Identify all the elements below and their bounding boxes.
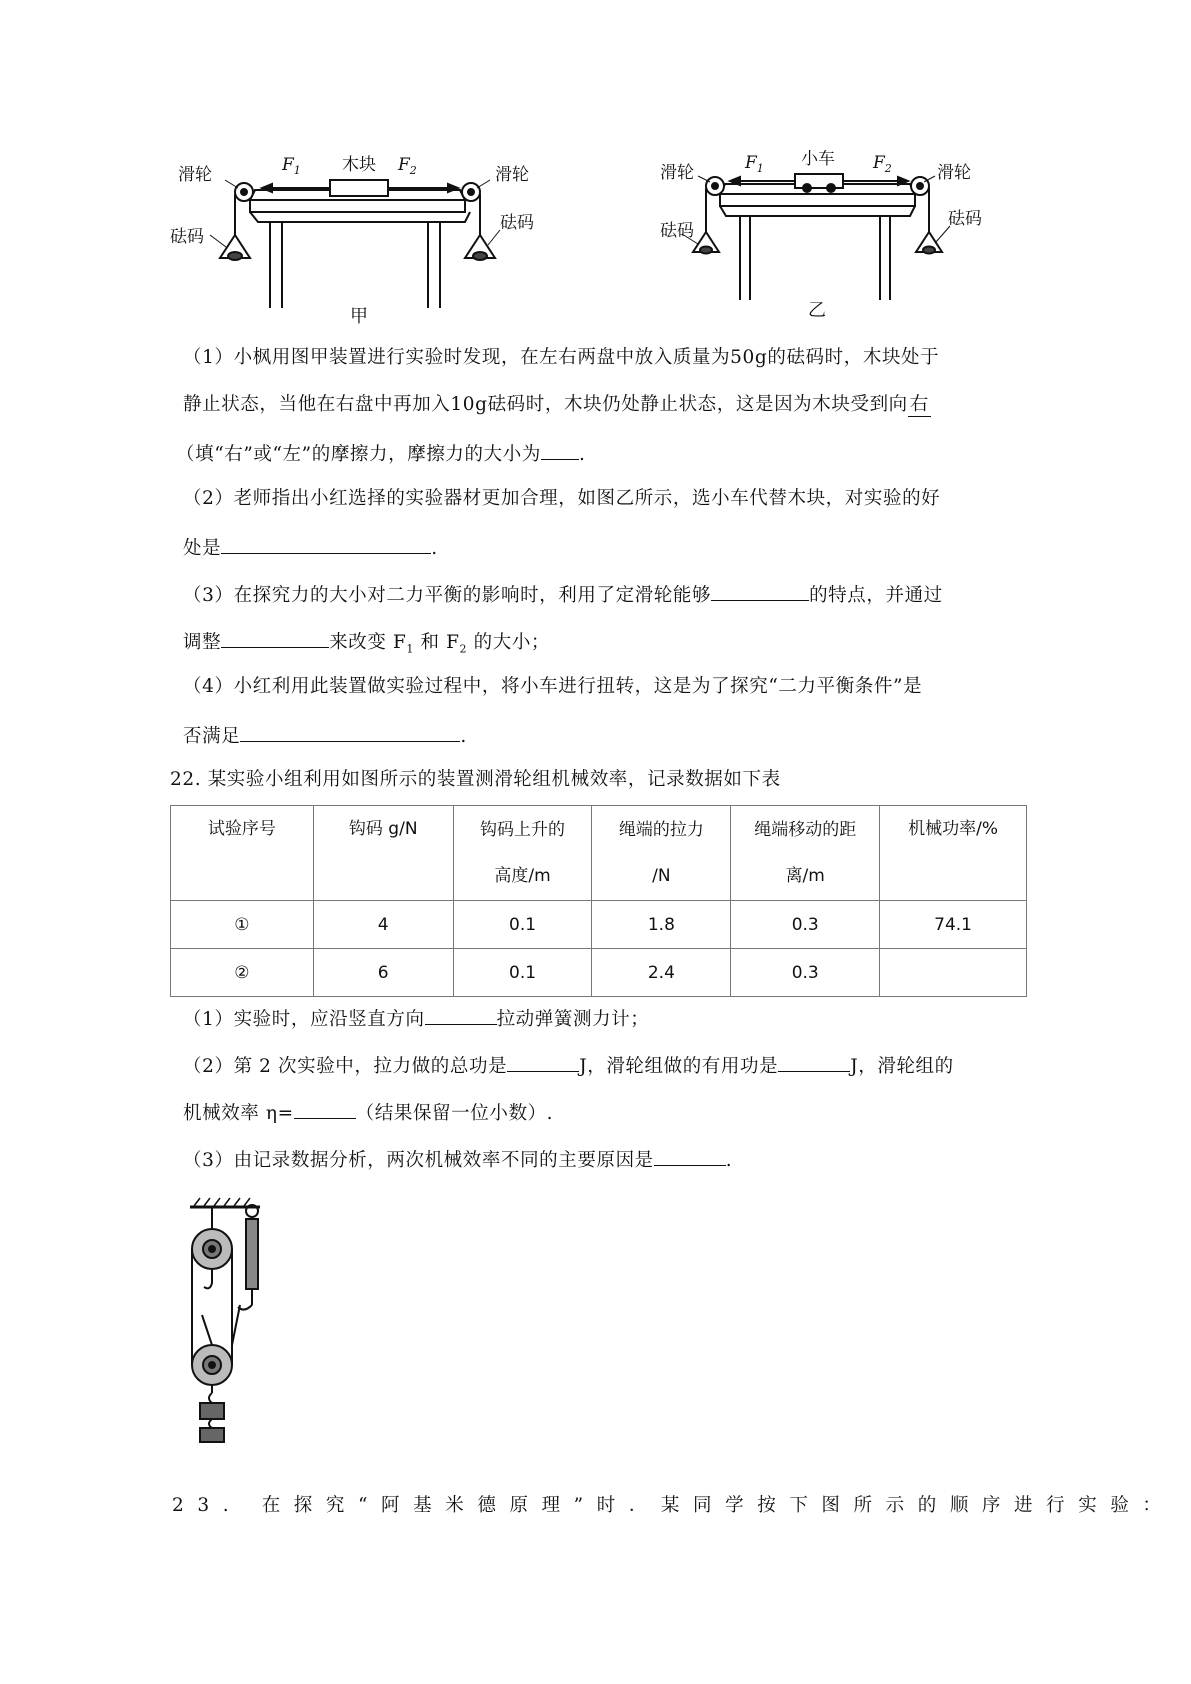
q21-part1-line3: （填“右”或“左”的摩擦力，摩擦力的大小为 . <box>176 439 585 468</box>
label-weight-right: 砝码 <box>500 213 534 233</box>
table-cell: ① <box>171 901 314 949</box>
table-cell: 1.8 <box>592 901 731 949</box>
q22-stem: 22. 某实验小组利用如图所示的装置测滑轮组机械效率，记录数据如下表 <box>170 769 781 790</box>
q22-part3: （3）由记录数据分析，两次机械效率不同的主要原因是 . <box>183 1145 732 1174</box>
table-cell: ② <box>171 949 314 997</box>
blank-friction[interactable] <box>541 439 579 460</box>
q21-part1-line1: （1）小枫用图甲装置进行实验时发现，在左右两盘中放入质量为50g的砝码时，木块处于 <box>183 347 940 368</box>
caption-yi: 乙 <box>808 300 826 321</box>
q23-stem: 23. 在探究“阿基米德原理”时．某同学按下图所示的顺序进行实验： <box>172 1495 1175 1516</box>
label-pulley-right: 滑轮 <box>937 163 971 183</box>
blank-reason[interactable] <box>654 1145 726 1166</box>
label-f1: $F_1$ <box>282 155 301 177</box>
table-row <box>171 949 1027 997</box>
q22-part2-line1: （2）第 2 次实验中，拉力做的总功是 J，滑轮组做的有用功是 J，滑轮组的 <box>183 1051 954 1080</box>
header-cell: 机械功率/% <box>880 806 1027 901</box>
table-header-row <box>171 806 1027 901</box>
table-cell: 0.1 <box>453 901 592 949</box>
label-f2: $F_2$ <box>398 155 417 177</box>
label-weight-left: 砝码 <box>660 221 694 241</box>
label-block: 木块 <box>342 155 376 175</box>
q21-part3-line2: 调整 来改变 $F_1$ 和 $F_2$ 的大小； <box>183 627 550 663</box>
table-cell: 6 <box>313 949 453 997</box>
q22-part1: （1）实验时，应沿竖直方向 拉动弹簧测力计； <box>183 1004 649 1033</box>
label-pulley-left: 滑轮 <box>660 163 694 183</box>
q22-part2-line2: 机械效率 η= （结果保留一位小数）. <box>183 1098 553 1127</box>
blank-useful-work[interactable] <box>778 1051 850 1072</box>
header-cell: 绳端移动的距 离/m <box>731 806 880 901</box>
caption-jia: 甲 <box>350 306 368 327</box>
table-cell: 0.1 <box>453 949 592 997</box>
label-f2: $F_2$ <box>873 153 892 175</box>
blank-efficiency[interactable] <box>294 1098 356 1119</box>
blank-total-work[interactable] <box>507 1051 579 1072</box>
label-f1: $F_1$ <box>745 153 764 175</box>
blank-pulley-feature[interactable] <box>711 580 809 601</box>
table-cell: 74.1 <box>880 901 1027 949</box>
q21-part2-line1: （2）老师指出小红选择的实验器材更加合理，如图乙所示，选小车代替木块，对实验的好 <box>183 488 941 509</box>
table-cell: 0.3 <box>731 949 880 997</box>
answer-right: 右 <box>909 394 929 415</box>
table-cell: 0.3 <box>731 901 880 949</box>
header-cell: 绳端的拉力 /N <box>592 806 731 901</box>
table-cell[interactable] <box>880 949 1027 997</box>
q21-part1-line2: 静止状态，当他在右盘中再加入10g砝码时，木块仍处静止状态，这是因为木块受到向 右 <box>183 394 929 415</box>
figure-yi <box>660 150 1010 330</box>
blank-advantage[interactable] <box>221 533 431 554</box>
figure-jia <box>170 150 540 330</box>
q21-part4-line1: （4）小红利用此装置做实验过程中，将小车进行扭转，这是为了探究“二力平衡条件”是 <box>183 676 923 697</box>
data-table <box>170 805 1027 997</box>
label-cart: 小车 <box>801 150 835 169</box>
label-pulley-left: 滑轮 <box>178 165 212 185</box>
blank-direction[interactable] <box>425 1004 497 1025</box>
blank-adjust[interactable] <box>221 627 329 648</box>
q21-part3-line1: （3）在探究力的大小对二力平衡的影响时，利用了定滑轮能够 的特点，并通过 <box>183 580 943 609</box>
label-weight-right: 砝码 <box>948 209 982 229</box>
header-cell: 钩码上升的 高度/m <box>453 806 592 901</box>
header-cell: 钩码 g/N <box>313 806 453 901</box>
table-cell: 2.4 <box>592 949 731 997</box>
table-cell: 4 <box>313 901 453 949</box>
label-weight-left: 砝码 <box>170 227 204 247</box>
header-cell: 试验序号 <box>171 806 314 901</box>
pulley-system-figure <box>180 1195 280 1445</box>
table-row <box>171 901 1027 949</box>
label-pulley-right: 滑轮 <box>495 165 529 185</box>
q21-part2-line2: 处是 . <box>183 533 438 562</box>
blank-condition[interactable] <box>240 721 460 742</box>
q21-part4-line2: 否满足 . <box>183 721 467 750</box>
